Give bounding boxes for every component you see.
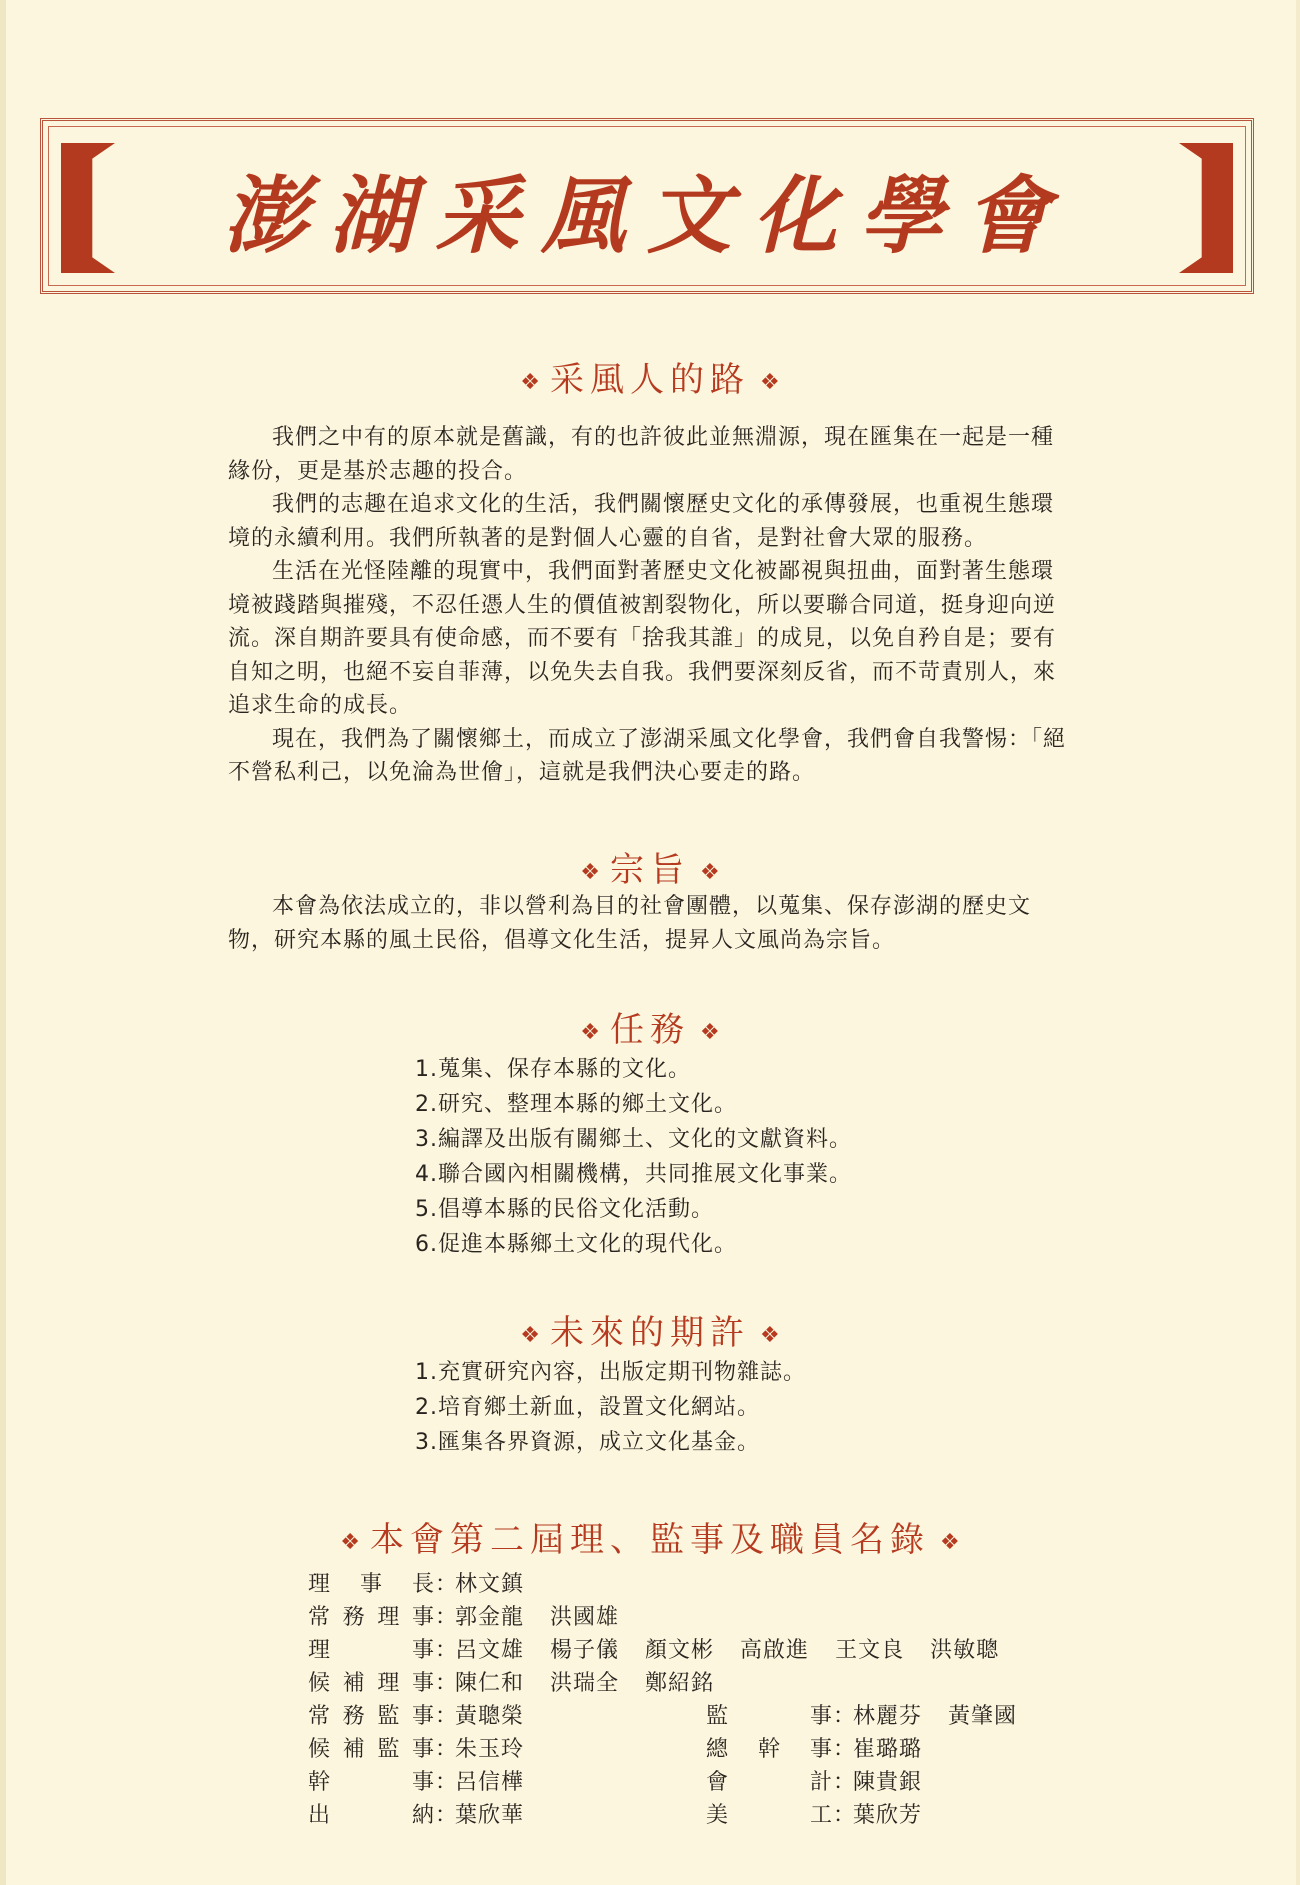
names [853, 1700, 1043, 1733]
roster-row [308, 1568, 1025, 1601]
names [853, 1766, 948, 1799]
role-label: 出納 [308, 1803, 435, 1828]
role-label: 理事 [308, 1638, 435, 1663]
colon: ： [435, 1737, 459, 1762]
section-heading-path [0, 352, 1300, 401]
names [455, 1601, 645, 1634]
person-name: 鄭紹銘 [645, 1671, 715, 1696]
heading-text: 宗旨 [610, 850, 690, 890]
role-label: 總幹事 [706, 1737, 833, 1762]
diamond-ornament-icon: ❖ [940, 1529, 960, 1555]
list-item: 1.充實研究內容，出版定期刊物雜誌。 [415, 1360, 806, 1385]
list-item: 4.聯合國內相關機構，共同推展文化事業。 [415, 1162, 852, 1187]
colon: ： [435, 1671, 459, 1696]
title-banner [40, 118, 1254, 294]
diamond-ornament-icon: ❖ [700, 1019, 720, 1045]
diamond-ornament-icon: ❖ [580, 859, 600, 885]
diamond-ornament-icon: ❖ [700, 859, 720, 885]
section-heading-future [0, 1305, 1300, 1354]
tasks-list [415, 1052, 852, 1262]
path-body [228, 421, 1074, 790]
diamond-ornament-icon: ❖ [520, 369, 540, 395]
colon: ： [833, 1704, 857, 1729]
roster-row [706, 1700, 1043, 1733]
colon: ： [833, 1803, 857, 1828]
names [853, 1799, 948, 1832]
diamond-ornament-icon: ❖ [760, 369, 780, 395]
colon: ： [833, 1770, 857, 1795]
person-name: 葉欣芳 [853, 1803, 923, 1828]
heading-text: 采風人的路 [550, 360, 750, 400]
colon: ： [435, 1803, 459, 1828]
person-name: 崔璐璐 [853, 1737, 923, 1762]
role-label: 候補理事 [308, 1671, 435, 1696]
colon: ： [435, 1605, 459, 1630]
roster-row [308, 1667, 1025, 1700]
role-label: 監事 [706, 1704, 833, 1729]
section-heading-tasks [0, 1002, 1300, 1051]
names [455, 1733, 550, 1766]
person-name: 郭金龍 [455, 1605, 525, 1630]
roster-row [706, 1799, 1043, 1832]
role-label: 幹事 [308, 1770, 435, 1795]
person-name: 陳貴銀 [853, 1770, 923, 1795]
role-label: 常務監事 [308, 1704, 435, 1729]
colon: ： [435, 1638, 459, 1663]
diamond-ornament-icon: ❖ [340, 1529, 360, 1555]
diamond-ornament-icon: ❖ [760, 1322, 780, 1348]
roster-right [706, 1700, 1043, 1832]
person-name: 林文鎮 [455, 1572, 525, 1597]
roster-row [308, 1634, 1025, 1667]
paragraph: 現在，我們為了關懷鄉土，而成立了澎湖采風文化學會，我們會自我警惕：「絕不營私利己，以免淪為世儈」，這就是我們決心要走的路。 [228, 726, 1067, 785]
person-name: 黃聰榮 [455, 1704, 525, 1729]
left-bracket-ornament [61, 143, 115, 273]
person-name: 林麗芬 [853, 1704, 923, 1729]
right-bracket-ornament [1179, 143, 1233, 273]
colon: ： [435, 1572, 459, 1597]
names [455, 1799, 550, 1832]
heading-text: 未來的期許 [550, 1313, 750, 1353]
names [455, 1700, 550, 1733]
person-name: 王文良 [835, 1638, 905, 1663]
role-label: 會計 [706, 1770, 833, 1795]
person-name: 洪敏聰 [930, 1638, 1000, 1663]
person-name: 黃肇國 [948, 1704, 1018, 1729]
section-heading-roster [0, 1512, 1300, 1561]
person-name: 洪瑞全 [550, 1671, 620, 1696]
roster-row [706, 1766, 1043, 1799]
heading-text: 本會第二屆理、監事及職員名錄 [370, 1520, 930, 1560]
names [455, 1634, 1025, 1667]
diamond-ornament-icon: ❖ [520, 1322, 540, 1348]
names [455, 1568, 550, 1601]
colon: ： [435, 1770, 459, 1795]
colon: ： [833, 1737, 857, 1762]
page-title: 澎湖采風文化學會 [222, 165, 1071, 265]
section-heading-purpose [0, 842, 1300, 891]
role-label: 候補監事 [308, 1737, 435, 1762]
names [455, 1766, 550, 1799]
person-name: 呂信樺 [455, 1770, 525, 1795]
role-label: 理事長 [308, 1572, 435, 1597]
role-label: 美工 [706, 1803, 833, 1828]
list-item: 6.促進本縣鄉土文化的現代化。 [415, 1232, 737, 1257]
roster-row [706, 1733, 1043, 1766]
diamond-ornament-icon: ❖ [580, 1019, 600, 1045]
paragraph: 我們之中有的原本就是舊識，有的也許彼此並無淵源，現在匯集在一起是一種緣份，更是基於志趣的投合。 [228, 425, 1055, 484]
colon: ： [435, 1704, 459, 1729]
list-item: 1.蒐集、保存本縣的文化。 [415, 1057, 691, 1082]
person-name: 朱玉玲 [455, 1737, 525, 1762]
names [455, 1667, 740, 1700]
person-name: 顏文彬 [645, 1638, 715, 1663]
names [853, 1733, 948, 1766]
roster-row [308, 1601, 1025, 1634]
paragraph: 我們的志趣在追求文化的生活，我們關懷歷史文化的承傳發展，也重視生態環境的永續利用。我們所執著的是對個人心靈的自省，是對社會大眾的服務。 [228, 492, 1055, 551]
list-item: 3.匯集各界資源，成立文化基金。 [415, 1430, 760, 1455]
person-name: 呂文雄 [455, 1638, 525, 1663]
list-item: 2.研究、整理本縣的鄉土文化。 [415, 1092, 737, 1117]
purpose-body [228, 890, 1074, 957]
person-name: 陳仁和 [455, 1671, 525, 1696]
list-item: 3.編譯及出版有關鄉土、文化的文獻資料。 [415, 1127, 852, 1152]
person-name: 葉欣華 [455, 1803, 525, 1828]
heading-text: 任務 [610, 1010, 690, 1050]
person-name: 楊子儀 [550, 1638, 620, 1663]
person-name: 高啟進 [740, 1638, 810, 1663]
role-label: 常務理事 [308, 1605, 435, 1630]
list-item: 5.倡導本縣的民俗文化活動。 [415, 1197, 714, 1222]
person-name: 洪國雄 [550, 1605, 620, 1630]
list-item: 2.培育鄉土新血，設置文化網站。 [415, 1395, 760, 1420]
paragraph: 生活在光怪陸離的現實中，我們面對著歷史文化被鄙視與扭曲，面對著生態環境被踐踏與摧殘，不忍任憑人生的價值被割裂物化，所以要聯合同道，挺身迎向逆流。深自期許要具有使命感，而不要有「捨我其誰」的成見，以免自矜自是；要有自知之明，也絕不妄自菲薄，以免失去自我。我們要深刻反省，而不苛責別人，來追求生命的成長。 [228, 559, 1057, 718]
paragraph: 本會為依法成立的，非以營利為目的社會團體，以蒐集、保存澎湖的歷史文物，研究本縣的風土民俗，倡導文化生活，提昇人文風尚為宗旨。 [228, 894, 1032, 953]
future-list [415, 1355, 806, 1460]
